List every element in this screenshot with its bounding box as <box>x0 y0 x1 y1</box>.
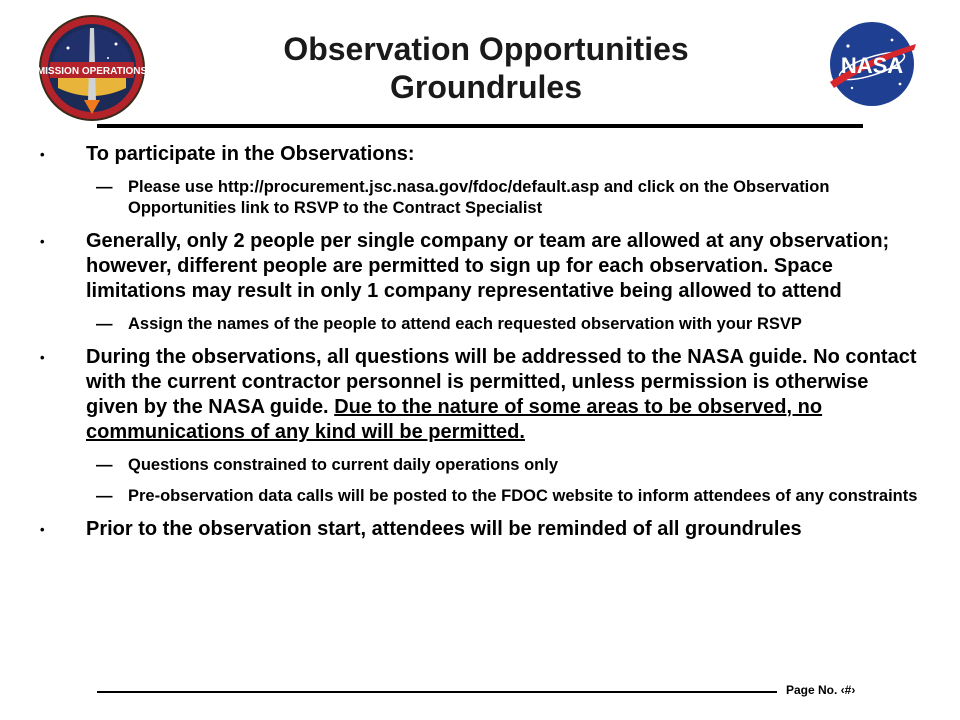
bullet-text-underlined: Due to the nature of some areas to be observed, no communications of any kind will be permitted. <box>86 396 823 443</box>
bullet-reminder <box>40 517 920 542</box>
bullet-marker: • <box>40 350 45 365</box>
bullet-text: During the observations, all questions will be addressed to the NASA guide. No contact with the current contractor personnel is permitted, unless permission is otherwise given by the NASA guide. <box>86 346 917 418</box>
bullet-text: Prior to the observation start, attendees will be reminded of all groundrules <box>86 518 802 540</box>
bullet-participate <box>40 142 920 167</box>
title-line-2: Groundrules <box>389 69 582 105</box>
mission-operations-logo <box>38 14 146 122</box>
sub-bullet-rsvp-url <box>40 177 920 219</box>
title-line-1: Observation Opportunities <box>283 31 689 67</box>
bullet-marker: • <box>40 234 45 249</box>
sub-bullet-text: Pre-observation data calls will be posted to the FDOC website to inform attendees of any constraints <box>128 487 918 505</box>
bullet-attendance-limit <box>40 229 920 304</box>
page-number: Page No. ‹#› <box>786 683 856 697</box>
header-divider <box>97 124 863 128</box>
sub-bullet-assign-names <box>40 314 920 335</box>
dash-marker: — <box>96 456 113 474</box>
bullet-text: Generally, only 2 people per single company or team are allowed at any observation; however, different people are permitted to sign up for each observation. Space limitations may result in only 1 company representative being allowed to attend <box>86 230 890 302</box>
sub-bullet-data-calls <box>40 486 920 507</box>
sub-bullet-text: Questions constrained to current daily operations only <box>128 456 558 474</box>
svg-text:MISSION OPERATIONS: MISSION OPERATIONS <box>38 66 146 77</box>
bullet-marker: • <box>40 522 45 537</box>
dash-marker: — <box>96 178 113 196</box>
page-title <box>180 30 792 106</box>
dash-marker: — <box>96 315 113 333</box>
footer-divider <box>97 691 777 693</box>
svg-text:NASA: NASA <box>840 53 904 78</box>
sub-bullet-text: Assign the names of the people to attend each requested observation with your RSVP <box>128 315 802 333</box>
bullet-questions-policy <box>40 345 920 445</box>
bullet-text: To participate in the Observations: <box>86 143 415 165</box>
dash-marker: — <box>96 487 113 505</box>
bullet-marker: • <box>40 147 45 162</box>
sub-bullet-text: Please use http://procurement.jsc.nasa.gov/fdoc/default.asp and click on the Observation Opportunities link to RSVP to the Contract Specialist <box>128 178 830 217</box>
slide-content <box>40 142 920 552</box>
sub-bullet-questions-constrained <box>40 455 920 476</box>
nasa-logo <box>822 20 922 108</box>
